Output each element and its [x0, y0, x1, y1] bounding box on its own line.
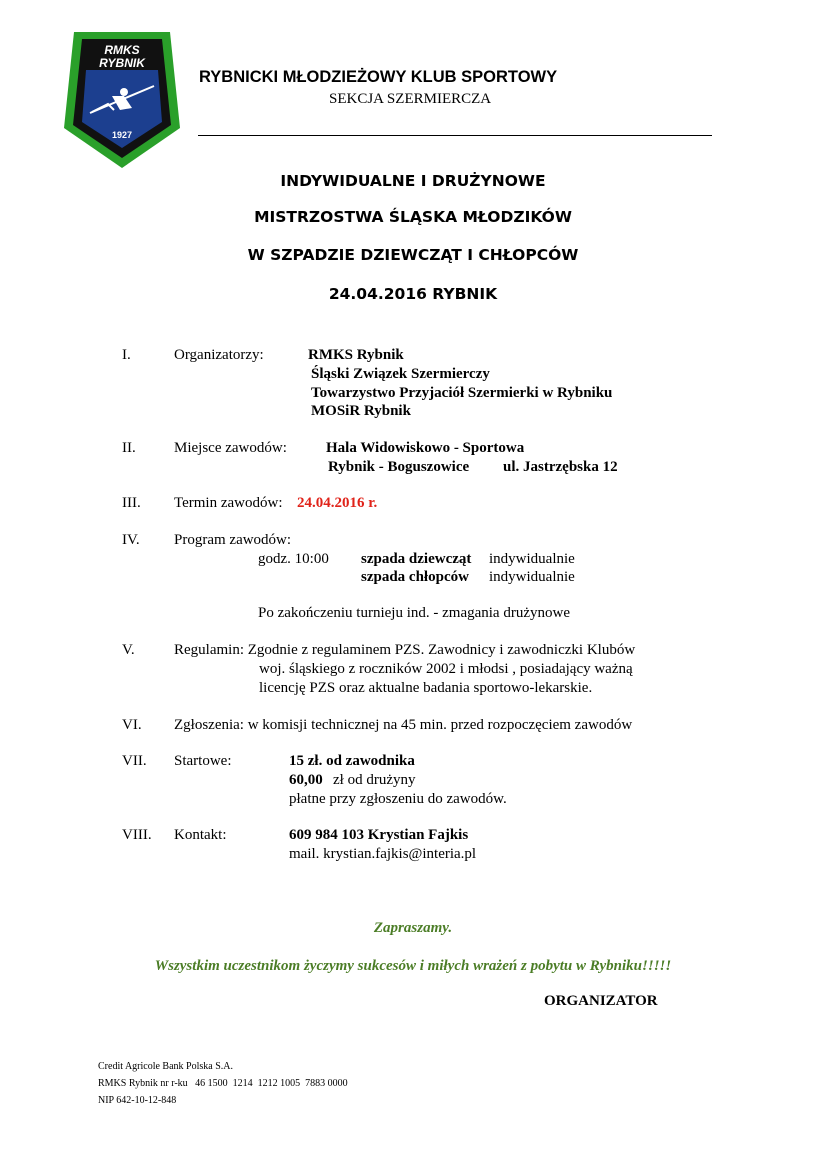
registration-line: Zgłoszenia: w komisji technicznej na 45 min. przed rozpoczęciem zawodów	[174, 717, 633, 733]
footer-bank: Credit Agricole Bank Polska S.A.	[98, 1061, 233, 1072]
item-vii-label: Startowe:	[174, 753, 232, 769]
organizer-4: MOSiR Rybnik	[311, 403, 411, 419]
venue-city: Rybnik - Boguszowice	[328, 459, 470, 475]
rules-line-2: woj. śląskiego z roczników 2002 i młodsi , posiadający ważną	[259, 661, 633, 677]
item-vi-number: VI.	[122, 717, 142, 733]
contact-phone: 609 984 103 Krystian Fajkis	[289, 827, 469, 843]
venue-name: Hala Widowiskowo - Sportowa	[326, 440, 525, 456]
footer-account: RMKS Rybnik nr r-ku 46 1500 1214 1212 1005 7883 0000	[98, 1078, 348, 1089]
title-line-1: INDYWIDUALNE I DRUŻYNOWE	[280, 172, 546, 190]
signature: ORGANIZATOR	[544, 993, 658, 1009]
title-line-2: MISTRZOSTWA ŚLĄSKA MŁODZIKÓW	[254, 208, 572, 226]
organizer-3: Towarzystwo Przyjaciół Szermierki w Rybniku	[311, 385, 613, 401]
logo-year: 1927	[111, 130, 133, 140]
program-event-2: szpada chłopców	[361, 569, 469, 585]
item-iii-label: Termin zawodów:	[174, 495, 283, 511]
logo-text-bottom: RYBNIK	[99, 56, 145, 70]
logo-text-top: RMKS	[104, 43, 140, 57]
item-i-number: I.	[122, 347, 131, 363]
fee-individual: 15 zł. od zawodnika	[289, 753, 415, 769]
item-v-number: V.	[122, 642, 135, 658]
item-iii-number: III.	[122, 495, 141, 511]
item-ii-label: Miejsce zawodów:	[174, 440, 287, 456]
program-after: Po zakończeniu turnieju ind. - zmagania drużynowe	[258, 605, 570, 621]
invitation: Zapraszamy.	[373, 920, 453, 936]
item-iv-label: Program zawodów:	[174, 532, 292, 548]
program-time: godz. 10:00	[258, 551, 329, 567]
contact-email[interactable]: mail. krystian.fajkis@interia.pl	[289, 846, 477, 862]
fee-team-text: zł od drużyny	[333, 772, 416, 788]
item-i-label: Organizatorzy:	[174, 347, 264, 363]
venue-street: ul. Jastrzębska 12	[503, 459, 618, 475]
item-viii-label: Kontakt:	[174, 827, 227, 843]
fee-payment-note: płatne przy zgłoszeniu do zawodów.	[289, 791, 507, 807]
program-event-2-type: indywidualnie	[489, 569, 575, 585]
organizer-2: Śląski Związek Szermierczy	[311, 366, 490, 382]
club-logo	[62, 30, 182, 170]
fee-team-amount: 60,00	[289, 772, 323, 788]
item-iv-number: IV.	[122, 532, 140, 548]
item-ii-number: II.	[122, 440, 136, 456]
club-name: RYBNICKI MŁODZIEŻOWY KLUB SPORTOWY	[199, 68, 558, 86]
header-divider	[198, 135, 712, 136]
rules-line-3: licencję PZS oraz aktualne badania sportowo-lekarskie.	[259, 680, 593, 696]
wishes: Wszystkim uczestnikom życzymy sukcesów i miłych wrażeń z pobytu w Rybniku!!!!!	[154, 958, 672, 974]
program-event-1: szpada dziewcząt	[361, 551, 472, 567]
organizer-1: RMKS Rybnik	[308, 347, 404, 363]
footer-nip: NIP 642-10-12-848	[98, 1095, 177, 1106]
title-line-3: W SZPADZIE DZIEWCZĄT I CHŁOPCÓW	[247, 246, 579, 264]
item-viii-number: VIII.	[122, 827, 152, 843]
item-vii-number: VII.	[122, 753, 147, 769]
section-name: SEKCJA SZERMIERCZA	[329, 91, 492, 107]
program-event-1-type: indywidualnie	[489, 551, 575, 567]
event-date: 24.04.2016 r.	[297, 495, 378, 511]
title-line-4: 24.04.2016 RYBNIK	[328, 285, 498, 303]
rules-line-1: Regulamin: Zgodnie z regulaminem PZS. Zawodnicy i zawodniczki Klubów	[174, 642, 636, 658]
